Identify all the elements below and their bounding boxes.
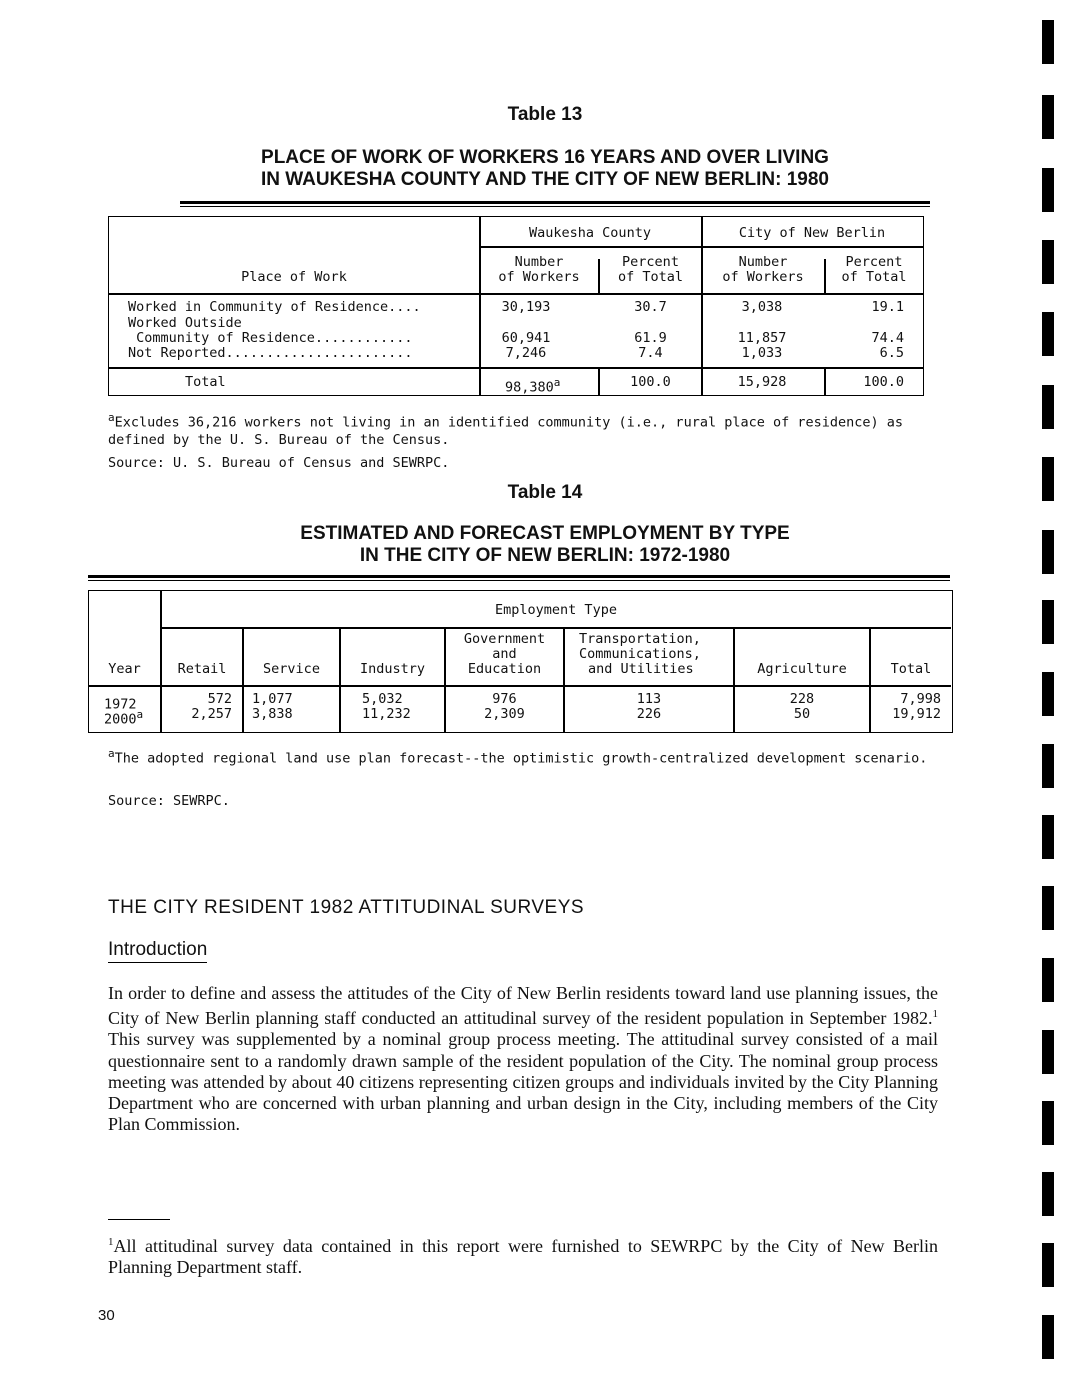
cell-value: 30,193 xyxy=(501,299,551,315)
cell-value: 1,033 xyxy=(741,345,783,361)
edge-mark xyxy=(1042,240,1054,284)
table14-label: Table 14 xyxy=(507,482,583,503)
cell-value: 976 xyxy=(492,691,517,707)
cell-value: 11,857 xyxy=(737,330,787,346)
cell-value: 19.1 xyxy=(871,299,904,315)
edge-mark xyxy=(1042,530,1054,574)
table13-title-line1: PLACE OF WORK OF WORKERS 16 YEARS AND OVER LIVING xyxy=(261,147,829,168)
cell-value: 30.7 xyxy=(634,299,667,315)
table13-col-number: Number xyxy=(738,254,788,270)
row-label: Community of Residence............ xyxy=(128,330,413,346)
edge-mark xyxy=(1042,1243,1054,1287)
cell-year: 1972 xyxy=(104,696,137,713)
cell-value: 572 xyxy=(207,691,232,707)
page-footnote: $^1$All attitudinal survey data contained in this report were furnished to SEWRPC by the City of New Berlin Planning Department staff. xyxy=(108,1236,938,1277)
table14-footnote: $^a$The adopted regional land use plan forecast--the optimistic growth-centralized development scenario. xyxy=(108,747,928,767)
cell-value: 7.4 xyxy=(638,345,663,361)
col-retail: Retail xyxy=(177,661,227,677)
table13-col-percent: of Total xyxy=(841,269,907,285)
edge-mark xyxy=(1042,1172,1054,1216)
cell-value: 5,032 xyxy=(362,691,403,707)
cell-value: 15,928 xyxy=(737,374,787,390)
body-paragraph: In order to define and assess the attitudes of the City of New Berlin residents toward land use planning issues, the City of New Berlin planning staff conducted an attitudinal survey of the resident population in September 1982.$^1$ This survey was supplemented by a nominal group process meeting. The attitudinal survey consisted of a mail questionnaire sent to a randomly drawn sample of the resident population of the City. The nominal group process meeting was attended by about 40 citizens representing citizen groups and individuals invited by the City Planning Department who are concerned with urban planning and urban design in the City, including members of the City Plan Commission. xyxy=(108,983,938,1135)
table13-footnote: $^a$Excludes 36,216 workers not living in an identified community (i.e., rural place of residence) as defined by the U. S. Bureau of the Census. xyxy=(108,411,904,448)
edge-mark xyxy=(1042,672,1054,716)
edge-mark xyxy=(1042,958,1054,1002)
col-agriculture: Agriculture xyxy=(757,661,847,677)
table14-group-header: Employment Type xyxy=(495,602,617,618)
table13-col-percent: of Total xyxy=(617,269,684,285)
cell-value: 61.9 xyxy=(634,330,667,346)
cell-value: 226 xyxy=(636,706,662,722)
table13-col-number: Number xyxy=(514,254,564,270)
footnote-rule xyxy=(108,1219,170,1220)
table14-divider xyxy=(339,628,341,732)
table13-source: Source: U. S. Bureau of Census and SEWRPC. xyxy=(108,455,450,471)
table13-rule-thin xyxy=(180,206,930,207)
col-trans: and Utilities xyxy=(588,661,694,677)
table13-col-place: Place of Work xyxy=(241,269,347,285)
cell-value: 2,257 xyxy=(191,706,232,722)
table14-title-line2: IN THE CITY OF NEW BERLIN: 1972-1980 xyxy=(359,545,731,566)
cell-value: 98,380$^a$ xyxy=(505,376,561,396)
col-trans: Transportation, xyxy=(579,631,701,647)
table13-title-line2: IN WAUKESHA COUNTY AND THE CITY OF NEW BERLIN: 1980 xyxy=(261,169,829,190)
cell-value: 50 xyxy=(793,706,811,722)
table13-col-percent: Percent xyxy=(622,254,679,270)
cell-value: 6.5 xyxy=(879,345,904,361)
table13-group-header: City of New Berlin xyxy=(738,225,886,241)
edge-mark xyxy=(1042,168,1054,212)
cell-value: 1,077 xyxy=(252,691,293,707)
table13-col-number: of Workers xyxy=(722,269,804,285)
edge-mark xyxy=(1042,95,1054,139)
cell-value: 100.0 xyxy=(863,374,904,390)
table13-group-header: Waukesha County xyxy=(529,225,651,241)
table13-divider xyxy=(108,367,923,369)
edge-mark xyxy=(1042,744,1054,788)
table14-source: Source: SEWRPC. xyxy=(108,793,230,809)
table14-title-line1: ESTIMATED AND FORECAST EMPLOYMENT BY TYPE xyxy=(300,523,790,544)
cell-value: 7,998 xyxy=(900,691,941,707)
edge-mark xyxy=(1042,815,1054,859)
cell-value: 19,912 xyxy=(892,706,941,722)
edge-mark xyxy=(1042,1315,1054,1359)
table13-divider xyxy=(479,246,923,248)
table13-label: Table 13 xyxy=(507,104,583,125)
table14-rule xyxy=(88,575,950,578)
col-gov: Government xyxy=(463,631,546,647)
row-label: Worked in Community of Residence.... xyxy=(128,299,421,315)
section-title: THE CITY RESIDENT 1982 ATTITUDINAL SURVEYS xyxy=(108,897,585,918)
edge-mark xyxy=(1042,600,1054,644)
col-total: Total xyxy=(890,661,932,677)
col-service: Service xyxy=(263,661,320,677)
table14-divider xyxy=(242,628,244,732)
edge-mark xyxy=(1042,312,1054,356)
cell-value: 100.0 xyxy=(630,374,671,390)
total-label: Total xyxy=(185,374,226,390)
cell-value: 228 xyxy=(789,691,815,707)
col-industry: Industry xyxy=(359,661,426,677)
edge-mark xyxy=(1042,385,1054,429)
cell-value: 60,941 xyxy=(501,330,551,346)
row-label: Worked Outside xyxy=(128,315,242,331)
edge-mark xyxy=(1042,1101,1054,1145)
edge-mark xyxy=(1042,457,1054,501)
table14-divider xyxy=(88,685,951,687)
table13-divider xyxy=(108,293,923,295)
col-gov: Education xyxy=(467,661,542,677)
edge-mark xyxy=(1042,20,1054,64)
cell-value: 3,838 xyxy=(252,706,293,722)
cell-year: 2000$^a$ xyxy=(104,708,144,728)
cell-value: 7,246 xyxy=(505,345,547,361)
table13-rule xyxy=(180,201,930,204)
section-subhead: Introduction xyxy=(108,939,207,963)
table14-divider xyxy=(160,627,951,629)
table13-col-number: of Workers xyxy=(498,269,580,285)
cell-value: 3,038 xyxy=(741,299,783,315)
table13-col-percent: Percent xyxy=(845,254,903,270)
cell-value: 11,232 xyxy=(362,706,411,722)
cell-value: 2,309 xyxy=(484,706,525,722)
table14-rule-thin xyxy=(88,580,950,581)
col-trans: Communications, xyxy=(579,646,701,662)
row-label: Not Reported....................... xyxy=(128,345,413,361)
edge-mark xyxy=(1042,1030,1054,1074)
cell-value: 74.4 xyxy=(871,330,904,346)
col-year: Year xyxy=(108,661,141,677)
cell-value: 113 xyxy=(636,691,662,707)
edge-mark xyxy=(1042,886,1054,930)
col-gov: and xyxy=(492,646,517,662)
page-number: 30 xyxy=(98,1307,115,1324)
